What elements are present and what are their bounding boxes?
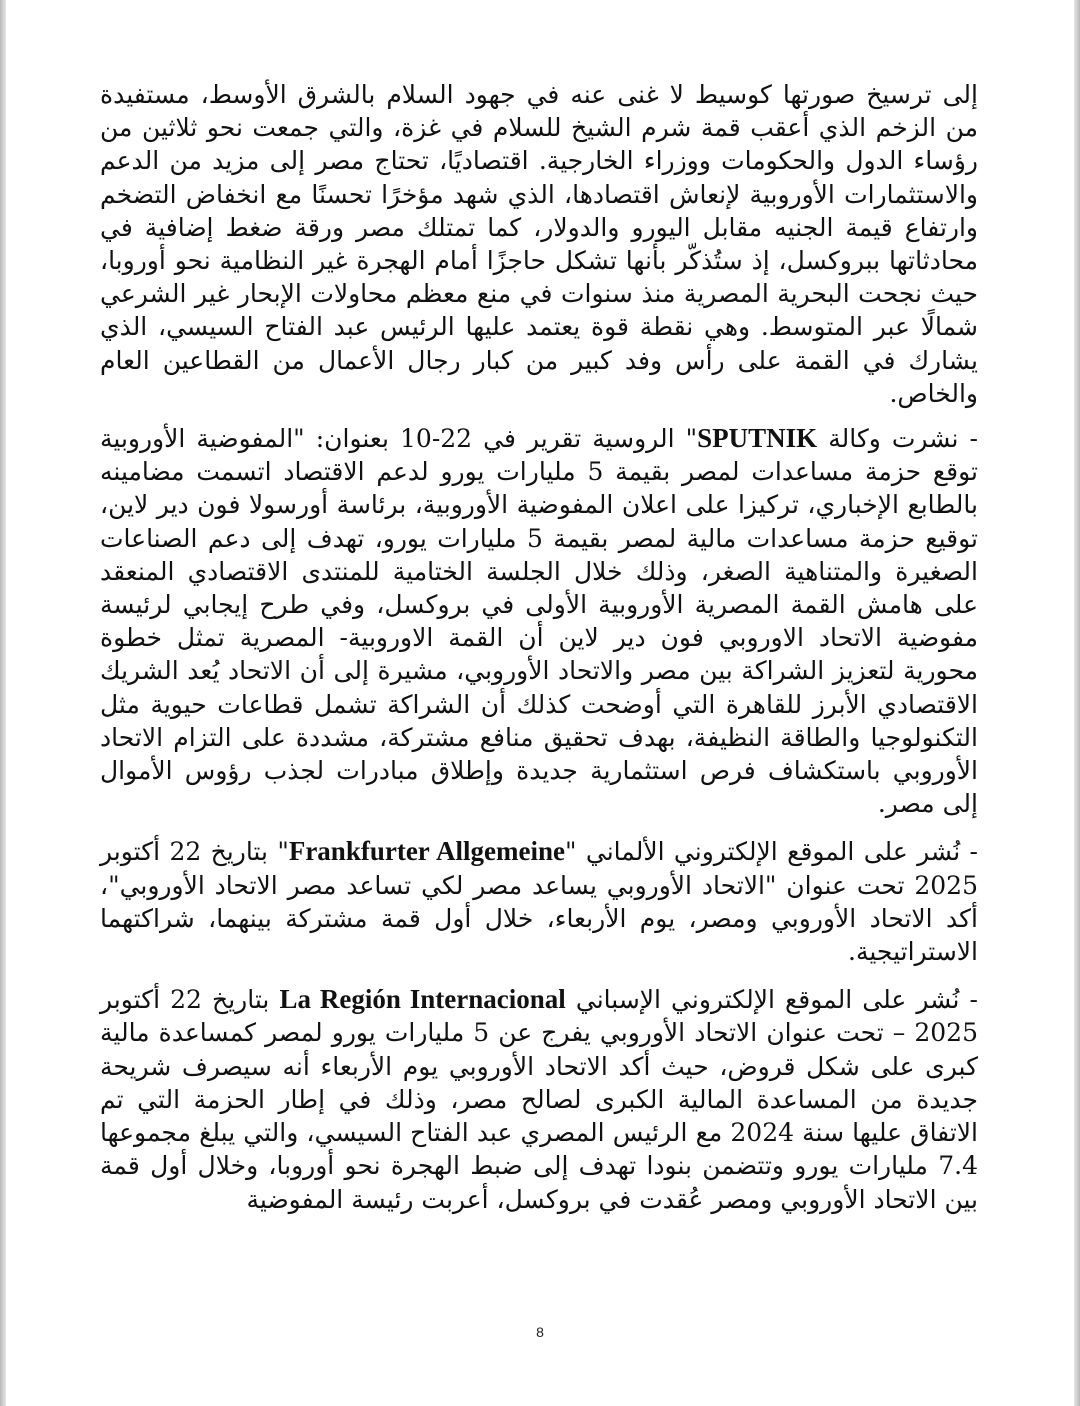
paragraph-text: " بتاريخ 22 أكتوبر 2025 تحت عنوان "الاتحاد الأوروبي يساعد مصر لكي تساعد مصر الاتحاد الأوروبي"، أكد الاتحاد الأوروبي ومصر، يوم الأربعاء، خلال أول قمة مشتركة بينهما، شراكتهما الاستراتيجية. (100, 837, 978, 967)
source-name-frankfurter: Frankfurter Allgemeine (288, 836, 565, 867)
page-number: 8 (536, 1324, 544, 1340)
source-name-la-region: La Región Internacional (279, 984, 566, 1015)
paragraph-continuation (100, 78, 978, 410)
paragraph-text: إلى ترسيخ صورتها كوسيط لا غنى عنه في جهود السلام بالشرق الأوسط، مستفيدة من الزخم الذي أعقب قمة شرم الشيخ للسلام في غزة، والتي جمعت نحو ثلاثين من رؤساء الدول والحكومات ووزراء الخارجية. اقتصاديًا، تحتاج مصر إلى مزيد من الدعم والاستثمارات الأوروبية لإنعاش اقتصادها، الذي شهد مؤخرًا تحسنًا مع انخفاض التضخم وارتفاع قيمة الجنيه مقابل اليورو والدولار، كما تمتلك مصر ورقة ضغط إضافية في محادثاتها ببروكسل، إذ ستُذكّر بأنها تشكل حاجزًا أمام الهجرة غير النظامية نحو أوروبا، حيث نجحت البحرية المصرية منذ سنوات في منع معظم محاولات الإبحار غير الشرعي شمالًا عبر المتوسط. وهي نقطة قوة يعتمد عليها الرئيس عبد الفتاح السيسي، الذي يشارك في القمة على رأس وفد كبير من كبار رجال الأعمال من القطاعين العام والخاص. (100, 80, 978, 408)
page-edge-right (1074, 0, 1080, 1406)
paragraph-lead: - نُشر على الموقع الإلكتروني الإسباني (575, 985, 978, 1015)
document-body (100, 78, 978, 1231)
paragraph-frankfurter (100, 835, 978, 968)
paragraph-lead: - نشرت وكالة (828, 424, 979, 454)
paragraph-text: " الروسية تقرير في 22-10 بعنوان: "المفوضية الأوروبية توقع حزمة مساعدات لمصر بقيمة 5 مليارات يورو لدعم الاقتصاد اتسمت مضامينه بالطابع الإخباري، تركيزا على اعلان المفوضية الأوروبية، برئاسة أورسولا فون دير لاين، توقيع حزمة مساعدات مالية لمصر بقيمة 5 مليارات يورو، تهدف إلى دعم الصناعات الصغيرة والمتناهية الصغر، وذلك خلال الجلسة الختامية للمنتدى الاقتصادي المنعقد على هامش القمة المصرية الأوروبية الأولى في بروكسل، وفي طرح إيجابي لرئيسة مفوضية الاتحاد الاوروبي فون دير لاين أن القمة الاوروبية- المصرية تمثل خطوة محورية لتعزيز الشراكة بين مصر والاتحاد الأوروبي، مشيرة إلى أن الاتحاد يُعد الشريك الاقتصادي الأبرز للقاهرة التي أوضحت كذلك أن الشراكة تشمل قطاعات حيوية مثل التكنولوجيا والطاقة النظيفة، بهدف تحقيق منافع مشتركة، مشددة على التزام الاتحاد الأوروبي باستكشاف فرص استثمارية جديدة وإطلاق مبادرات لجذب رؤوس الأموال إلى مصر. (100, 424, 978, 819)
paragraph-text: بتاريخ 22 أكتوبر 2025 – تحت عنوان الاتحاد الأوروبي يفرج عن 5 مليارات يورو لمصر كمساعدة مالية كبرى على شكل قروض، حيث أكد الاتحاد الأوروبي يوم الأربعاء أنه سيصرف شريحة جديدة من المساعدة المالية الكبرى لصالح مصر، وذلك في إطار الحزمة التي تم الاتفاق عليها سنة 2024 مع الرئيس المصري عبد الفتاح السيسي، والتي يبلغ مجموعها 7.4 مليارات يورو وتتضمن بنودا تهدف إلى ضبط الهجرة نحو أوروبا، وخلال أول قمة بين الاتحاد الأوروبي ومصر عُقدت في بروكسل، أعربت رئيسة المفوضية (100, 985, 978, 1214)
paragraph-la-region (100, 983, 978, 1215)
page-edge-left (0, 0, 6, 1406)
paragraph-sputnik (100, 422, 978, 820)
paragraph-lead: - نُشر على الموقع الإلكتروني الألماني " (564, 837, 979, 867)
source-name-sputnik: SPUTNIK (697, 423, 818, 454)
